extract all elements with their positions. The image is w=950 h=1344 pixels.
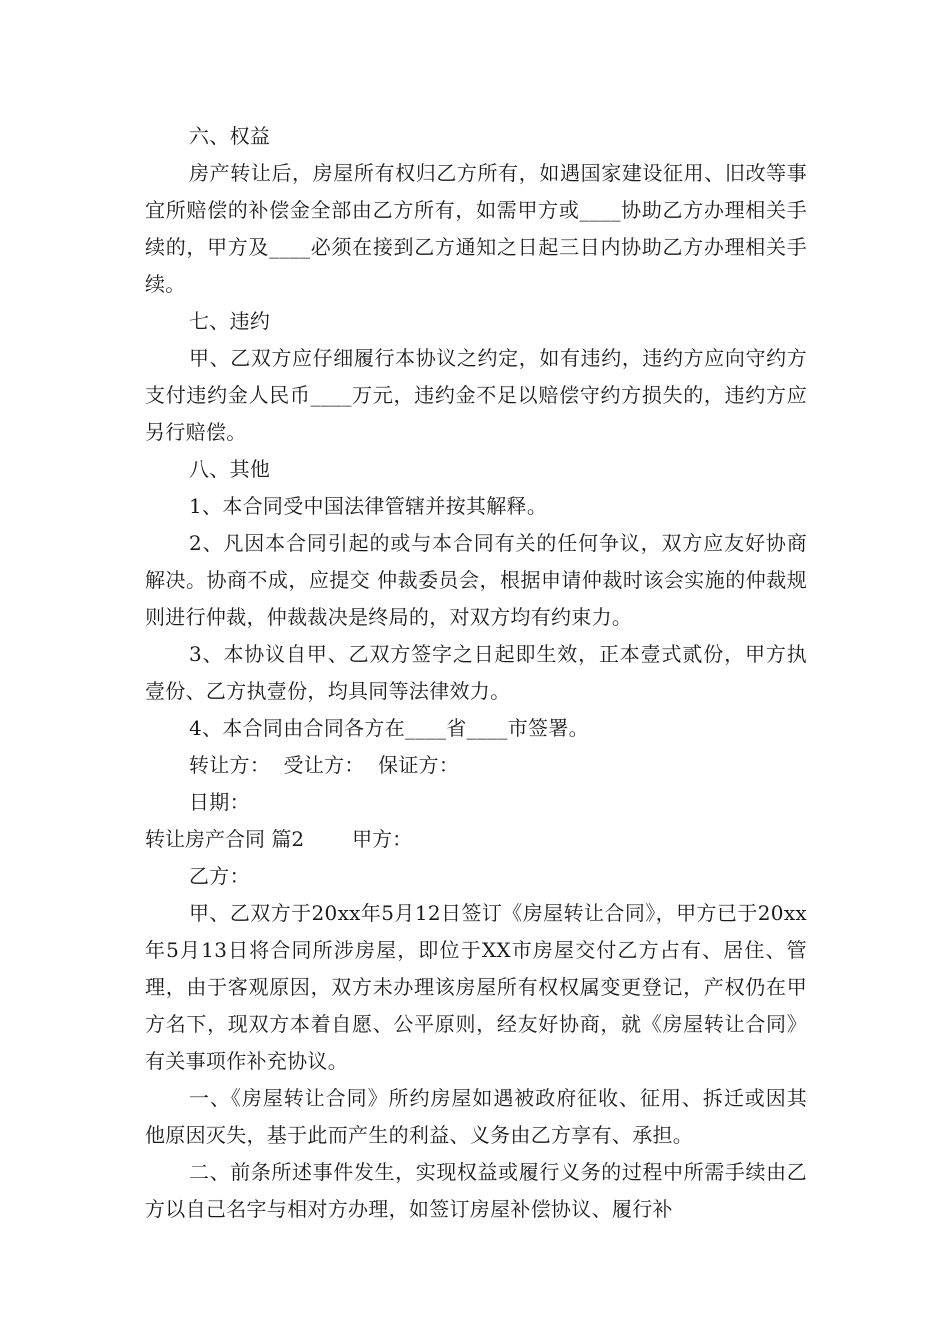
paragraph-breach: 甲、乙双方应仔细履行本协议之约定，如有违约，违约方应向守约方支付违约金人民币____万元，违约金不足以赔偿守约方损失的，违约方应另行赔偿。	[145, 346, 807, 444]
clause-3: 3、本协议自甲、乙双方签字之日起即生效，正本壹式贰份，甲方执壹份、乙方执壹份，均具同等法律效力。	[145, 642, 807, 703]
date-line: 日期：	[189, 790, 250, 814]
party-a-label: 甲方：	[352, 827, 413, 851]
heading-breach: 七、违约	[189, 309, 271, 333]
supplement-clause-1: 一、《房屋转让合同》所约房屋如遇被政府征收、征用、拆迁或因其他原因灭失，基于此而产生的利益、义务由乙方享有、承担。	[145, 1086, 807, 1147]
paragraph-rights: 房产转让后，房屋所有权归乙方所有，如遇国家建设征用、旧改等事宜所赔偿的补偿金全部由乙方所有，如需甲方或____协助乙方办理相关手续的，甲方及____必须在接到乙方通知之日起三日内协助乙方办理相关手续。	[145, 161, 807, 296]
section-title-row	[145, 821, 807, 858]
supplement-clause-2: 二、前条所述事件发生，实现权益或履行义务的过程中所需手续由乙方以自己名字与相对方办理，如签订房屋补偿协议、履行补	[145, 1160, 807, 1221]
section-title: 转让房产合同 篇2	[145, 827, 305, 851]
clause-2: 2、凡因本合同引起的或与本合同有关的任何争议，双方应友好协商解决。协商不成，应提交 仲裁委员会，根据申请仲裁时该会实施的仲裁规则进行仲裁，仲裁裁决是终局的，对双方均有约束力。	[145, 531, 807, 629]
signature-line: 转让方： 受让方： 保证方：	[189, 753, 460, 777]
document-body	[145, 118, 807, 1228]
heading-rights: 六、权益	[189, 124, 271, 148]
heading-other: 八、其他	[189, 457, 271, 481]
clause-4: 4、本合同由合同各方在____省____市签署。	[189, 716, 589, 740]
paragraph-background: 甲、乙双方于20xx年5月12日签订《房屋转让合同》，甲方已于20xx年5月13日将合同所涉房屋，即位于XX市房屋交付乙方占有、居住、管理，由于客观原因，双方未办理该房屋所有权权属变更登记，产权仍在甲方名下，现双方本着自愿、公平原则，经友好协商，就《房屋转让合同》有关事项作补充协议。	[145, 901, 807, 1073]
clause-1: 1、本合同受中国法律管辖并按其解释。	[189, 494, 548, 518]
party-b-label: 乙方：	[189, 864, 250, 888]
